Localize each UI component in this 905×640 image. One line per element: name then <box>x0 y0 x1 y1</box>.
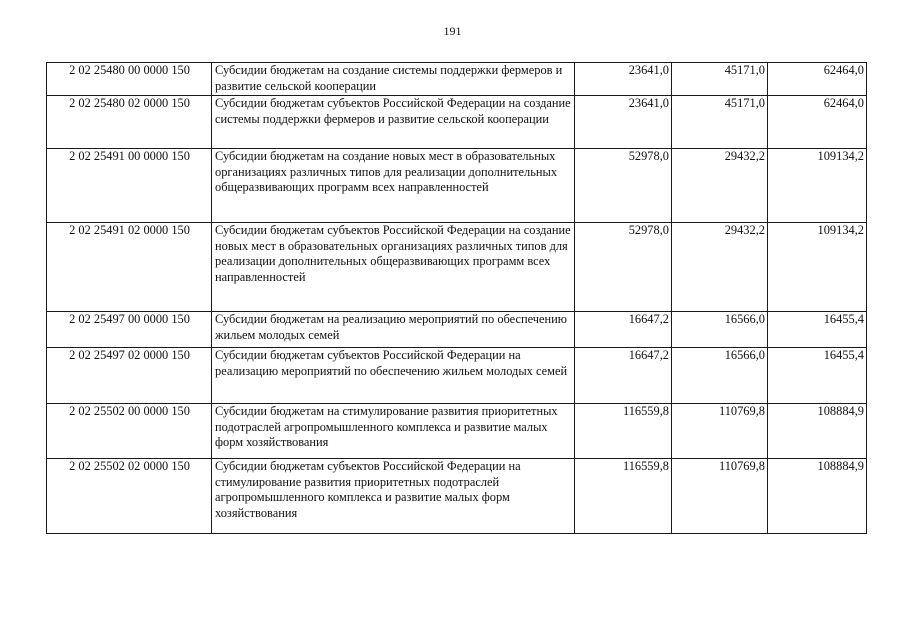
table-row <box>47 404 867 459</box>
revenue-code: 2 02 25480 02 0000 150 <box>47 96 212 149</box>
table-row <box>47 223 867 312</box>
amount-year-2: 29432,2 <box>672 149 768 223</box>
amount-year-3: 108884,9 <box>768 404 867 459</box>
amount-year-2: 45171,0 <box>672 63 768 96</box>
amount-year-3: 62464,0 <box>768 96 867 149</box>
amount-year-1: 16647,2 <box>575 348 672 404</box>
amount-year-1: 16647,2 <box>575 312 672 348</box>
table-row <box>47 63 867 96</box>
revenue-name: Субсидии бюджетам на реализацию мероприятий по обеспечению жильем молодых семей <box>212 312 575 348</box>
table-row <box>47 312 867 348</box>
page-number: 191 <box>443 24 462 38</box>
revenue-code: 2 02 25491 02 0000 150 <box>47 223 212 312</box>
amount-year-3: 16455,4 <box>768 348 867 404</box>
revenue-code: 2 02 25502 02 0000 150 <box>47 459 212 534</box>
revenue-name: Субсидии бюджетам субъектов Российской Федерации на создание системы поддержки фермеров и развитие сельской кооперации <box>212 96 575 149</box>
amount-year-3: 16455,4 <box>768 312 867 348</box>
revenue-name: Субсидии бюджетам на создание системы поддержки фермеров и развитие сельской кооперации <box>212 63 575 96</box>
amount-year-2: 110769,8 <box>672 404 768 459</box>
amount-year-3: 62464,0 <box>768 63 867 96</box>
amount-year-3: 109134,2 <box>768 149 867 223</box>
revenue-name: Субсидии бюджетам на создание новых мест в образовательных организациях различных типов для реализации дополнительных общеразвивающих программ всех направленностей <box>212 149 575 223</box>
revenue-code: 2 02 25480 00 0000 150 <box>47 63 212 96</box>
amount-year-1: 116559,8 <box>575 459 672 534</box>
amount-year-3: 108884,9 <box>768 459 867 534</box>
amount-year-2: 45171,0 <box>672 96 768 149</box>
revenue-name: Субсидии бюджетам субъектов Российской Федерации на создание новых мест в образовательных организациях различных типов для реализации дополнительных общеразвивающих программ всех направленностей <box>212 223 575 312</box>
amount-year-1: 52978,0 <box>575 149 672 223</box>
amount-year-2: 29432,2 <box>672 223 768 312</box>
table-row <box>47 96 867 149</box>
amount-year-1: 23641,0 <box>575 63 672 96</box>
budget-revenue-table <box>46 62 867 534</box>
revenue-name: Субсидии бюджетам субъектов Российской Федерации на стимулирование развития приоритетных подотраслей агропромышленного комплекса и развитие малых форм хозяйствования <box>212 459 575 534</box>
amount-year-2: 110769,8 <box>672 459 768 534</box>
amount-year-3: 109134,2 <box>768 223 867 312</box>
revenue-code: 2 02 25491 00 0000 150 <box>47 149 212 223</box>
amount-year-1: 52978,0 <box>575 223 672 312</box>
table-row <box>47 149 867 223</box>
amount-year-2: 16566,0 <box>672 348 768 404</box>
revenue-name: Субсидии бюджетам субъектов Российской Федерации на реализацию мероприятий по обеспечению жильем молодых семей <box>212 348 575 404</box>
amount-year-1: 116559,8 <box>575 404 672 459</box>
revenue-code: 2 02 25502 00 0000 150 <box>47 404 212 459</box>
revenue-code: 2 02 25497 02 0000 150 <box>47 348 212 404</box>
amount-year-1: 23641,0 <box>575 96 672 149</box>
amount-year-2: 16566,0 <box>672 312 768 348</box>
revenue-name: Субсидии бюджетам на стимулирование развития приоритетных подотраслей агропромышленного комплекса и развитие малых форм хозяйствования <box>212 404 575 459</box>
table-row <box>47 459 867 534</box>
revenue-code: 2 02 25497 00 0000 150 <box>47 312 212 348</box>
table-row <box>47 348 867 404</box>
